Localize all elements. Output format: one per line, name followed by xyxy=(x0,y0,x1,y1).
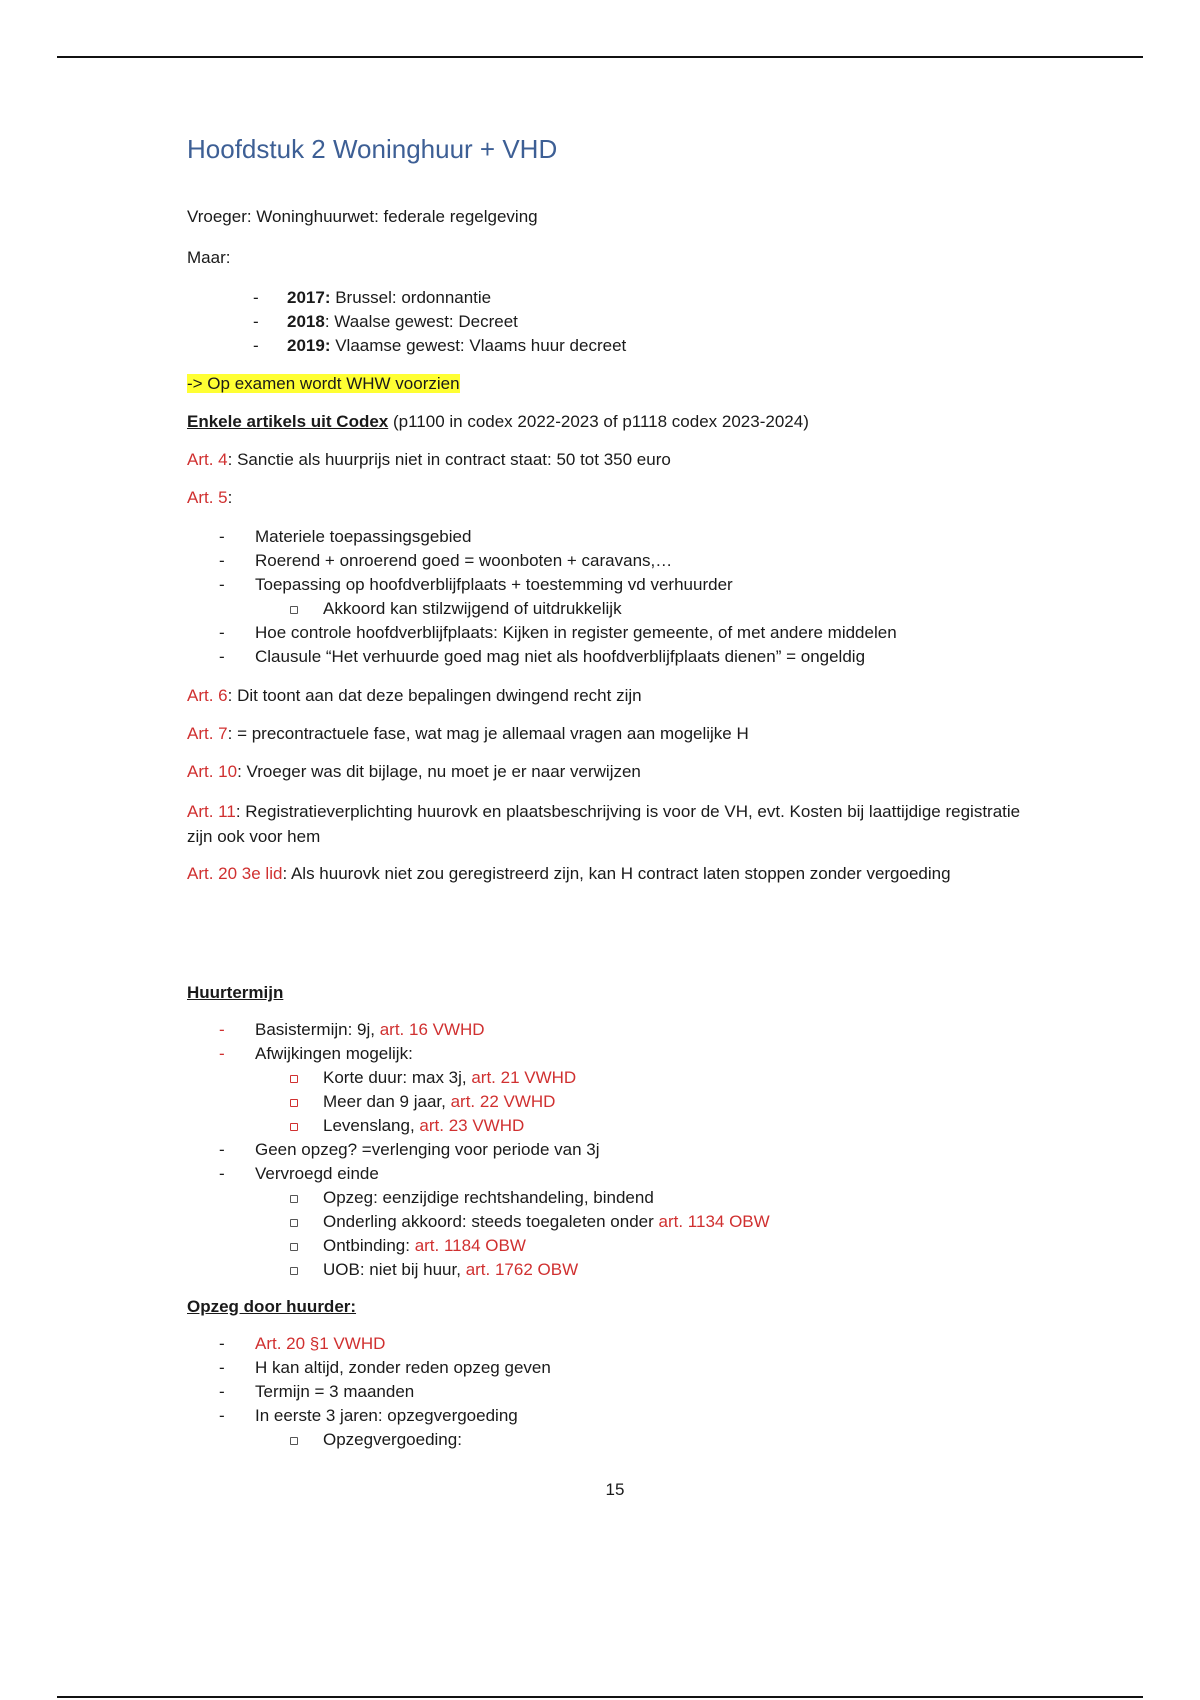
art-11: Art. 11: Registratieverplichting huurovk en plaatsbeschrijving is voor de VH, evt. Kosten bij laattijdige registratie zijn ook voor hem xyxy=(187,802,1021,846)
list-item: Korte duur: max 3j, art. 21 VWHD xyxy=(187,1066,1087,1090)
huurtermijn-heading: Huurtermijn xyxy=(187,983,284,1002)
list-item: - In eerste 3 jaren: opzegvergoeding xyxy=(187,1404,1087,1428)
codex-heading: Enkele artikels uit Codex (p1100 in codex 2022-2023 of p1118 codex 2023-2024) xyxy=(187,412,809,431)
list-item: - Geen opzeg? =verlenging voor periode van 3j xyxy=(187,1138,1087,1162)
list-item: - 2017: Brussel: ordonnantie xyxy=(187,286,1087,310)
list-item: - Afwijkingen mogelijk: xyxy=(187,1042,1087,1066)
regions-list xyxy=(187,286,1087,358)
bottom-rule xyxy=(57,1696,1143,1698)
list-item: - Materiele toepassingsgebied xyxy=(187,525,1087,549)
list-item: - Roerend + onroerend goed = woonboten + caravans,… xyxy=(187,549,1087,573)
opzeg-heading: Opzeg door huurder: xyxy=(187,1297,357,1316)
art-4: Art. 4: Sanctie als huurprijs niet in contract staat: 50 tot 350 euro xyxy=(187,450,671,469)
art-7: Art. 7: = precontractuele fase, wat mag je allemaal vragen aan mogelijke H xyxy=(187,724,749,743)
list-item: - H kan altijd, zonder reden opzeg geven xyxy=(187,1356,1087,1380)
art-5-list xyxy=(187,525,1087,597)
list-item: - Clausule “Het verhuurde goed mag niet als hoofdverblijfplaats dienen” = ongeldig xyxy=(187,645,1087,669)
list-item: Onderling akkoord: steeds toegaleten onder art. 1134 OBW xyxy=(187,1210,1087,1234)
list-item: - Vervroegd einde xyxy=(187,1162,1087,1186)
art-5-sublist xyxy=(187,597,1087,621)
art-6: Art. 6: Dit toont aan dat deze bepalingen dwingend recht zijn xyxy=(187,686,642,705)
list-item: Opzegvergoeding: xyxy=(187,1428,1087,1452)
list-item: Akkoord kan stilzwijgend of uitdrukkelijk xyxy=(187,597,1087,621)
opzeg-list xyxy=(187,1332,1087,1428)
vervroegd-sublist xyxy=(187,1186,1087,1282)
afwijkingen-sublist xyxy=(187,1066,1087,1138)
list-item: UOB: niet bij huur, art. 1762 OBW xyxy=(187,1258,1087,1282)
intro-line-1: Vroeger: Woninghuurwet: federale regelgeving xyxy=(187,207,538,226)
art-5-list-2 xyxy=(187,621,1087,669)
list-item: Levenslang, art. 23 VWHD xyxy=(187,1114,1087,1138)
chapter-title: Hoofdstuk 2 Woninghuur + VHD xyxy=(187,134,558,164)
art-20: Art. 20 3e lid: Als huurovk niet zou geregistreerd zijn, kan H contract laten stoppen zonder vergoeding xyxy=(187,864,951,883)
list-item: - Basistermijn: 9j, art. 16 VWHD xyxy=(187,1018,1087,1042)
art-5: Art. 5: xyxy=(187,488,233,507)
list-item: - 2019: Vlaamse gewest: Vlaams huur decreet xyxy=(187,334,1087,358)
list-item: - Hoe controle hoofdverblijfplaats: Kijken in register gemeente, of met andere middelen xyxy=(187,621,1087,645)
exam-note: -> Op examen wordt WHW voorzien xyxy=(187,374,460,393)
huurtermijn-list-2 xyxy=(187,1138,1087,1186)
list-item: Opzeg: eenzijdige rechtshandeling, bindend xyxy=(187,1186,1087,1210)
list-item: - Termijn = 3 maanden xyxy=(187,1380,1087,1404)
list-item: - Art. 20 §1 VWHD xyxy=(187,1332,1087,1356)
list-item: - 2018: Waalse gewest: Decreet xyxy=(187,310,1087,334)
list-item: Meer dan 9 jaar, art. 22 VWHD xyxy=(187,1090,1087,1114)
top-rule xyxy=(57,56,1143,58)
opzeg-sublist xyxy=(187,1428,1087,1452)
intro-line-2: Maar: xyxy=(187,248,231,267)
art-10: Art. 10: Vroeger was dit bijlage, nu moet je er naar verwijzen xyxy=(187,762,641,781)
document-body xyxy=(187,130,1087,1452)
list-item: Ontbinding: art. 1184 OBW xyxy=(187,1234,1087,1258)
page-number: 15 xyxy=(605,1480,625,1499)
huurtermijn-list xyxy=(187,1018,1087,1066)
list-item: - Toepassing op hoofdverblijfplaats + toestemming vd verhuurder xyxy=(187,573,1087,597)
